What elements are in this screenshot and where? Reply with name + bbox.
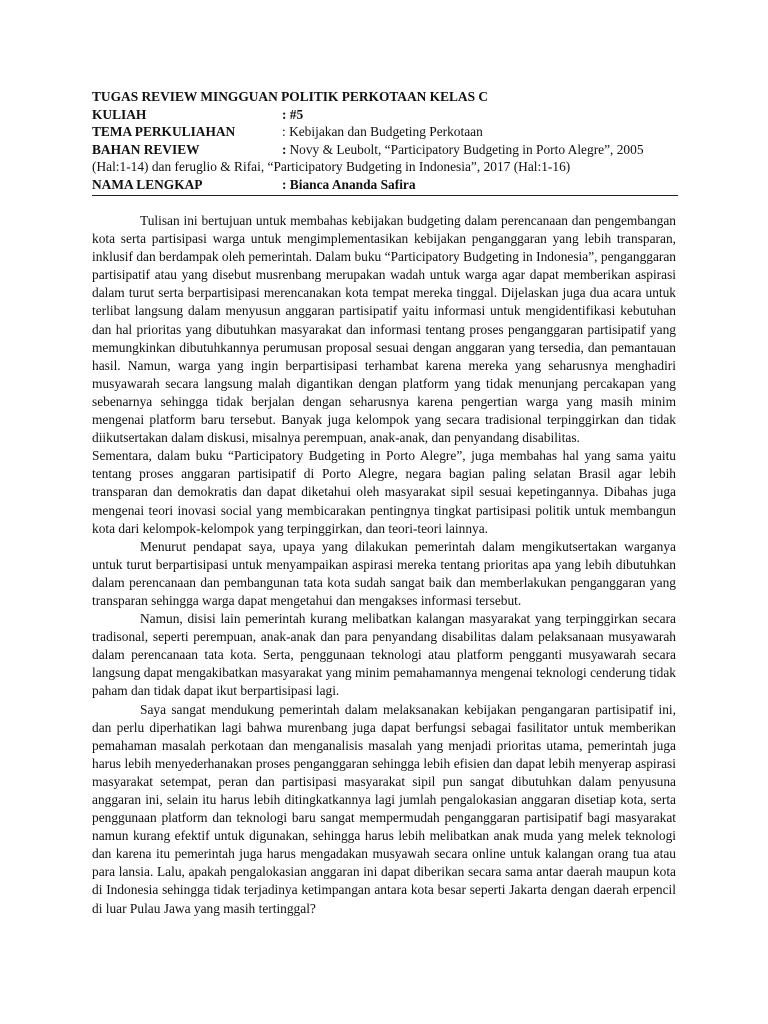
tema-value: : Kebijakan dan Budgeting Perkotaan	[282, 124, 483, 139]
kuliah-value: : #5	[282, 106, 304, 122]
kuliah-row	[92, 106, 676, 124]
paragraph-3: Menurut pendapat saya, upaya yang dilakukan pemerintah dalam mengikutsertakan warganya untuk turut berpartisipasi untuk menyampaikan aspirasi mereka tentang prioritas apa yang lebih dibutuhkan dalam perencanaan dan pembangunan tata kota sudah sangat baik dan memberlakukan penganggaran yang transparan sehingga warga dapat mengetahui dan mengakses informasi tersebut.	[92, 538, 676, 608]
nama-value: : Bianca Ananda Safira	[282, 176, 416, 192]
paragraph-5: Saya sangat mendukung pemerintah dalam melaksanakan kebijakan pengangaran partisipatif ini, dan perlu diperhatikan lagi bahwa murenbang juga dapat berfungsi sebagai fasilitator untuk memberikan pemahaman masalah perkotaan dan menganalisis masalah yang menjadi prioritas utama, pemerintah juga harus lebih menyederhanakan proses penganggaran sehingga lebih efisien dan dapat lebih menyerap aspirasi masyarakat setempat, peran dan partisipasi masyarakat sipil pun sangat dibutuhkan dalam penyusuna anggaran ini, selain itu harus lebih ditingkatkannya lagi jumlah pengalokasian anggaran disetiap kota, serta penggunaan platform dan teknologi baru sangat mempermudah penganggaran partisipatif bagi masyarakat namun kurang efektif untuk digunakan, sehingga harus lebih melibatkan anak muda yang melek teknologi dan karena itu pemerintah juga harus mengadakan musyawah secara online untuk kalangan orang tua atau para lansia. Lalu, apakah pengalokasian anggaran ini dapat diberikan secara sama antar daerah maupun kota di Indonesia sehingga tidak terjadinya ketimpangan antara kota besar seperti Jakarta dengan daerah erpencil di luar Pulau Jawa yang masih tertinggal?	[92, 701, 676, 916]
document-title: TUGAS REVIEW MINGGUAN POLITIK PERKOTAAN KELAS C	[92, 89, 489, 104]
nama-row	[92, 176, 676, 194]
bahan-value-line1: Novy & Leubolt, “Participatory Budgeting in Porto Alegre”, 2005	[289, 141, 644, 157]
header-divider	[92, 195, 678, 196]
bahan-separator: :	[282, 141, 287, 157]
bahan-row-continued	[92, 158, 676, 176]
tema-label: TEMA PERKULIAHAN	[92, 124, 236, 139]
nama-label: NAMA LENGKAP	[92, 176, 203, 192]
tema-row	[92, 123, 676, 141]
document-header	[92, 88, 676, 193]
review-body	[92, 212, 676, 918]
bahan-label: BAHAN REVIEW	[92, 141, 200, 157]
paragraph-1: Tulisan ini bertujuan untuk membahas kebijakan budgeting dalam perencanaan dan pengembangan kota serta partisipasi warga untuk mengimplementasikan kebijakan penganggaran yang lebih transparan, inklusif dan berdampak oleh pemerintah. Dalam buku “Participatory Budgeting in Indonesia”, penganggaran partisipatif atau yang disebut musrenbang merupakan wadah untuk warga agar dapat memberikan aspirasi dalam turut serta berpartisipasi merencanakan kota tempat mereka tinggal. Dijelaskan juga dua acara untuk terlibat langsung dalam menyusun anggaran partisipatif yaitu informasi untuk mengidentifikasi kebutuhan dan hal prioritas yang dibutuhkan masyarakat dan informasi tentang proses penganggaran partisipatif yang memungkinkan dibutuhkannya perumusan proposal sesuai dengan anggaran yang tersedia, dan pemantauan hasil. Namun, warga yang ingin berpartisipasi terhambat karena mereka yang seharusnya menghadiri musyawarah secara langsung malah digantikan dengan platform yang tidak menunjang percakapan yang sebenarnya sehingga tidak berjalan dengan seharusnya karena pengertian warga yang masih minim mengenai platform baru tersebut. Banyak juga kelompok yang secara tradisional terpinggirkan dan tidak diikutsertakan dalam diskusi, misalnya perempuan, anak-anak, dan penyandang disabilitas.	[92, 213, 676, 446]
paragraph-4: Namun, disisi lain pemerintah kurang melibatkan kalangan masyarakat yang terpinggirkan secara tradisonal, seperti perempuan, anak-anak dan para penyandang disabilitas dalam pelaksanaan musyawarah dalam perencanaan tata kota. Serta, penggunaan teknologi atau platform pengganti musyawarah secara langsung dapat mengakibatkan masyarakat yang minim pemahamannya mengenai teknologi cenderung tidak paham dan tidak dapat ikut berpartisipasi lagi.	[92, 611, 676, 699]
kuliah-label: KULIAH	[92, 106, 147, 122]
bahan-row	[92, 141, 676, 159]
bahan-value-line2: (Hal:1-14) dan feruglio & Rifai, “Participatory Budgeting in Indonesia”, 2017 (Hal:1-16)	[92, 159, 571, 174]
paragraph-2: Sementara, dalam buku “Participatory Budgeting in Porto Alegre”, juga membahas hal yang sama yaitu tentang proses anggaran partisipatif di Porto Alegre, negara bagian paling selatan Brasil agar lebih transparan dan demokratis dan dapat diketahui oleh masyarakat sipil sesuai kepetingannya. Dibahas juga mengenai teori inovasi social yang membicarakan pentingnya tingkat partisipasi politik untuk membangun kota dari kelompok-kelompok yang terpinggirkan, dan teori-teori lainnya.	[92, 448, 676, 536]
